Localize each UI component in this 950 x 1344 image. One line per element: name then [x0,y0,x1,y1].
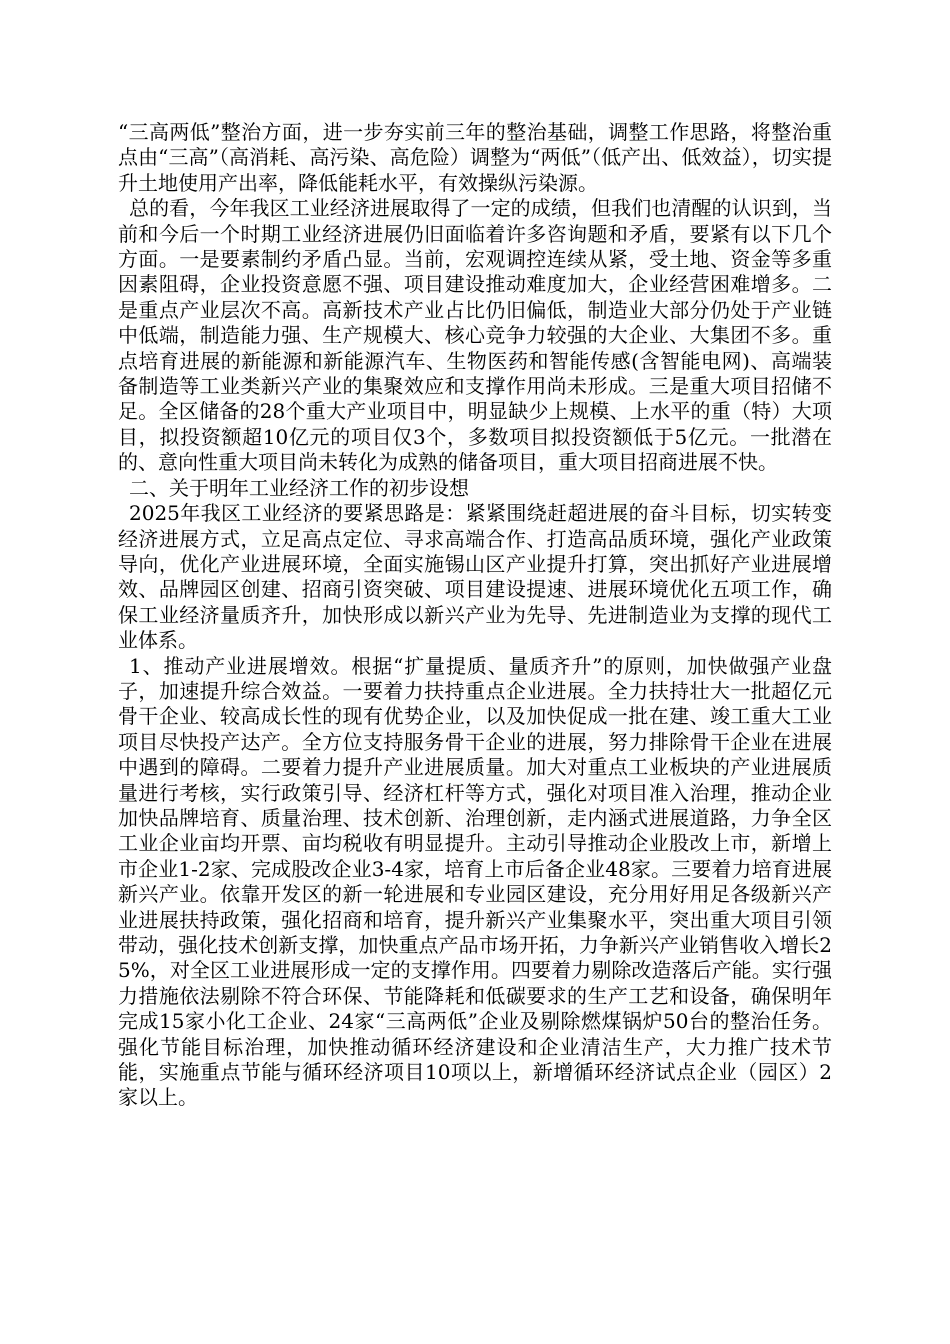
paragraph-problems: 总的看，今年我区工业经济进展取得了一定的成绩，但我们也清醒的认识到，当前和今后一个时期工业经济进展仍旧面临着许多咨询题和矛盾，要紧有以下几个方面。一是要素制约矛盾凸显。当前，宏观调控连续从紧，受土地、资金等多重因素阻碍，企业投资意愿不强、项目建设推动难度加大，企业经营困难增多。二是重点产业层次不高。高新技术产业占比仍旧偏低，制造业大部分仍处于产业链中低端，制造能力强、生产规模大、核心竞争力较强的大企业、大集团不多。重点培育进展的新能源和新能源汽车、生物医药和智能传感(含智能电网)、高端装备制造等工业类新兴产业的集聚效应和支撑作用尚未形成。三是重大项目招储不足。全区储备的28个重大产业项目中，明显缺少上规模、上水平的重（特）大项目，拟投资额超10亿元的项目仅3个，多数项目拟投资额低于5亿元。一批潜在的、意向性重大项目尚未转化为成熟的储备项目，重大项目招商进展不快。 [118,196,832,475]
paragraph-governance: “三高两低”整治方面，进一步夯实前三年的整治基础，调整工作思路，将整治重点由“三高”（高消耗、高污染、高危险）调整为“两低”（低产出、低效益），切实提升土地使用产出率，降低能耗水平，有效操纵污染源。 [118,120,832,195]
section-heading: 二、关于明年工业经济工作的初步设想 [129,475,469,500]
paragraph-main-ideas: 2025年我区工业经济的要紧思路是：紧紧围绕赶超进展的奋斗目标，切实转变经济进展方式，立足高点定位、寻求高端合作、打造高品质环境，强化产业政策导向，优化产业进展环境，全面实施锡山区产业提升打算，突出抓好产业进展增效、品牌园区创建、招商引资突破、项目建设提速、进展环境优化五项工作，确保工业经济量质齐升，加快形成以新兴产业为先导、先进制造业为支撑的现代工业体系。 [118,501,832,653]
document-body [118,120,832,1111]
paragraph-industry-efficiency: 1、推动产业进展增效。根据“扩量提质、量质齐升”的原则，加快做强产业盘子，加速提升综合效益。一要着力扶持重点企业进展。全力扶持壮大一批超亿元骨干企业、较高成长性的现有优势企业，以及加快促成一批在建、竣工重大工业项目尽快投产达产。全方位支持服务骨干企业的进展，努力排除骨干企业在进展中遇到的障碍。二要着力提升产业进展质量。加大对重点工业板块的产业进展质量进行考核，实行政策引导、经济杠杆等方式，强化对项目准入治理，推动企业加快品牌培育、质量治理、技术创新、治理创新，走内涵式进展道路，力争全区工业企业亩均开票、亩均税收有明显提升。主动引导推动企业股改上市，新增上市企业1-2家、完成股改企业3-4家，培育上市后备企业48家。三要着力培育进展新兴产业。依靠开发区的新一轮进展和专业园区建设，充分用好用足各级新兴产业进展扶持政策，强化招商和培育，提升新兴产业集聚水平，突出重大项目引领带动，强化技术创新支撑，加快重点产品市场开拓，力争新兴产业销售收入增长25%，对全区工业进展形成一定的支撑作用。四要着力剔除改造落后产能。实行强力措施依法剔除不符合环保、节能降耗和低碳要求的生产工艺和设备，确保明年完成15家小化工企业、24家“三高两低”企业及剔除燃煤锅炉50台的整治任务。强化节能目标治理，加快推动循环经济建设和企业清洁生产，大力推广技术节能，实施重点节能与循环经济项目10项以上，新增循环经济试点企业（园区）2家以上。 [118,653,832,1110]
